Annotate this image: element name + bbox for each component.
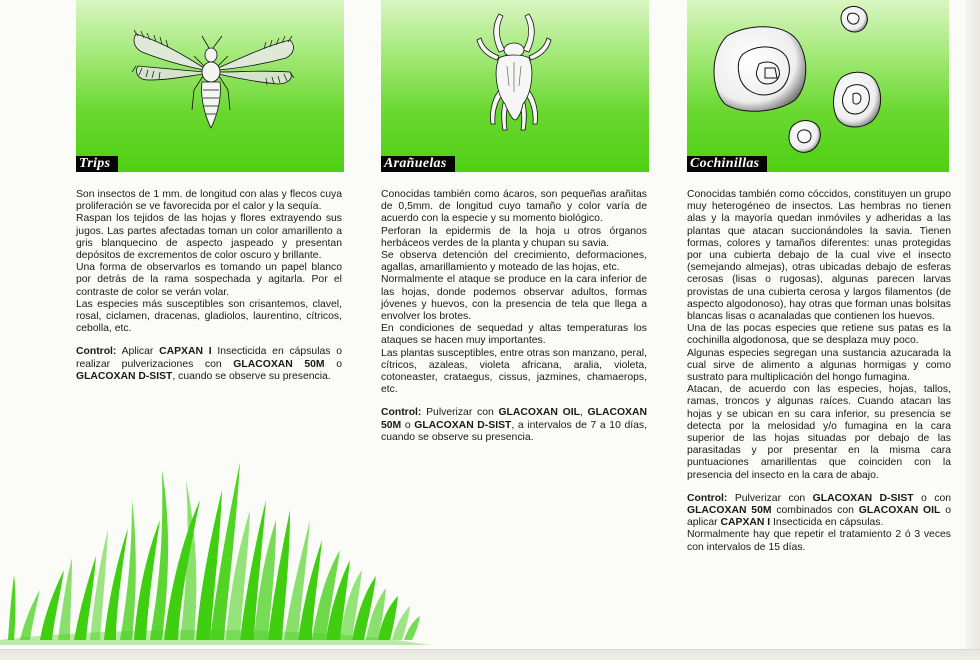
product-name: GLACOXAN D-SIST (76, 370, 173, 382)
control-label: Control: (687, 492, 728, 504)
text: o (401, 419, 415, 431)
paragraph: Conocidas también como ácaros, son pequeñas arañitas de 0,5mm. de longitud cuyo tamaño y color varía de acuerdo con la especie y su momento biológico. (381, 189, 647, 225)
control-label: Control: (76, 346, 117, 358)
text: o (324, 358, 342, 370)
paragraph: Perforan la epidermis de la hoja u otros órganos herbáceos verdes de la planta y chupan su savia. (381, 225, 647, 249)
section-title-aranuelas: Arañuelas (381, 156, 455, 172)
paragraph: Una forma de observarlos es tomando un papel blanco por detrás de la rama sospechada y agitarla. Por el contraste de color se verán volar. (76, 262, 342, 298)
text: , a intervalos de 7 a 10 días, cuando se observe su presencia. (381, 419, 648, 443)
control-paragraph (76, 346, 342, 383)
product-name: GLACOXAN 50M (233, 358, 325, 370)
section-title-trips: Trips (76, 156, 118, 172)
text: , (579, 407, 588, 419)
cochinillas-image-panel (687, 0, 949, 172)
paragraph: Las plantas susceptibles, entre otras son manzano, peral, cítricos, azaleas, violeta africana, aralia, violeta, cotoneaster, crataegus, cissus, jazmines, chamaerops, etc. (381, 347, 647, 396)
paragraph: Las especies más susceptibles son crisantemos, clavel, rosal, ciclamen, dracenas, gladiolos, laurentino, cítricos, cebolla, etc. (76, 298, 342, 335)
text: Aplicar (116, 346, 160, 358)
thrips-insect-icon (76, 0, 344, 172)
product-name: GLACOXAN D-SIST (414, 419, 512, 431)
paragraph: Normalmente el ataque se produce en la cara inferior de las hojas, donde podemos observar adultos, formas jóvenes y huevos, con la presencia de tela que llega a envolver los brotes. (381, 274, 647, 323)
page-bottom-edge (0, 649, 980, 660)
text: o aplicar (687, 505, 951, 529)
cochinillas-description (687, 189, 951, 554)
text: o con (913, 492, 952, 504)
paragraph: Se observa detención del crecimiento, deformaciones, agallas, amarillamiento y moteado de las hojas, etc. (381, 250, 647, 274)
product-name: GLACOXAN OIL (498, 407, 580, 419)
text: Pulverizar con (727, 492, 813, 504)
grass-illustration-icon (0, 440, 540, 650)
product-name: GLACOXAN 50M (687, 505, 772, 517)
text: , cuando se observe su presencia. (172, 370, 331, 382)
paragraph: Normalmente hay que repetir el tratamiento 2 ó 3 veces con intervalos de 15 días. (687, 529, 951, 553)
paragraph: Una de las pocas especies que retiene sus patas es la cochinilla algodonosa, que se desplaza muy poco. (687, 323, 951, 347)
paragraph: Son insectos de 1 mm. de longitud con alas y flecos cuya proliferación se ve favorecida por el calor y la sequía. (76, 189, 342, 213)
trips-description (76, 189, 342, 383)
text: Insecticida en cápsulas. (770, 517, 884, 529)
control-label: Control: (381, 407, 422, 419)
paragraph: Conocidas también como cóccidos, constituyen un grupo muy heterogéneo de insectos. Las hembras no tienen alas y la mayoría quedan inmóviles y adheridas a las plantas que atacan succionándoles la savia. Tienen formas, colores y tamaños diferentes: unas protegidas por una cubierta debajo de la cual vive el insecto (semejando almejas), otras ubicadas debajo de esferas cerosas (lisas o rugosas), algunas parecen larvas provistas de una cubierta cerosa y largos filamentos (de aspecto algodonoso), hay otras que forman unas bolsitas blancas lisas o acanaladas que contienen los huevos. (687, 189, 951, 323)
trips-image-panel (76, 0, 344, 172)
aranuelas-description (381, 189, 647, 444)
product-name: GLACOXAN D-SIST (812, 492, 914, 504)
control-paragraph (381, 407, 647, 444)
paragraph: En condiciones de sequedad y altas temperaturas los ataques se hacen muy importantes. (381, 323, 647, 347)
paragraph: Algunas especies segregan una sustancia azucarada la cual sirve de alimento a algunas hormigas y como sustrato para multiplicación del hongo fumagina. (687, 347, 951, 384)
spider-mite-icon (381, 0, 649, 172)
product-name: CAPXAN I (159, 346, 212, 358)
page-edge (966, 0, 980, 659)
paragraph: Raspan los tejidos de las hojas y flores extrayendo sus jugos. Las partes afectadas toman un color amarillento a gris blanquecino de aspecto jaspeado y presentan depósitos de excrementos de color oscuro y brillante. (76, 213, 342, 262)
aranuelas-image-panel (381, 0, 649, 172)
section-title-cochinillas: Cochinillas (687, 156, 767, 172)
text: Insecticida en cápsulas o realizar pulverizaciones con (76, 346, 342, 370)
control-paragraph (687, 493, 951, 530)
product-name: GLACOXAN OIL (858, 505, 941, 517)
text: Pulverizar con (421, 407, 499, 419)
product-name: GLACOXAN 50M (381, 407, 647, 431)
paragraph: Atacan, de acuerdo con las especies, hojas, tallos, ramas, troncos y algunas raíces. Cuando atacan las hojas y se ubican en su cara inferior, su presencia se detecta por la melosidad y/o fumagina en la cara superior de las hojas situadas por debajo de las parasitadas y por presentar en la misma cara puntuaciones amarillentas que coinciden con la presencia del insecto en la cara de abajo. (687, 384, 951, 481)
text: combinados con (771, 505, 859, 517)
scale-insects-icon (687, 0, 949, 172)
product-name: CAPXAN I (720, 517, 771, 529)
